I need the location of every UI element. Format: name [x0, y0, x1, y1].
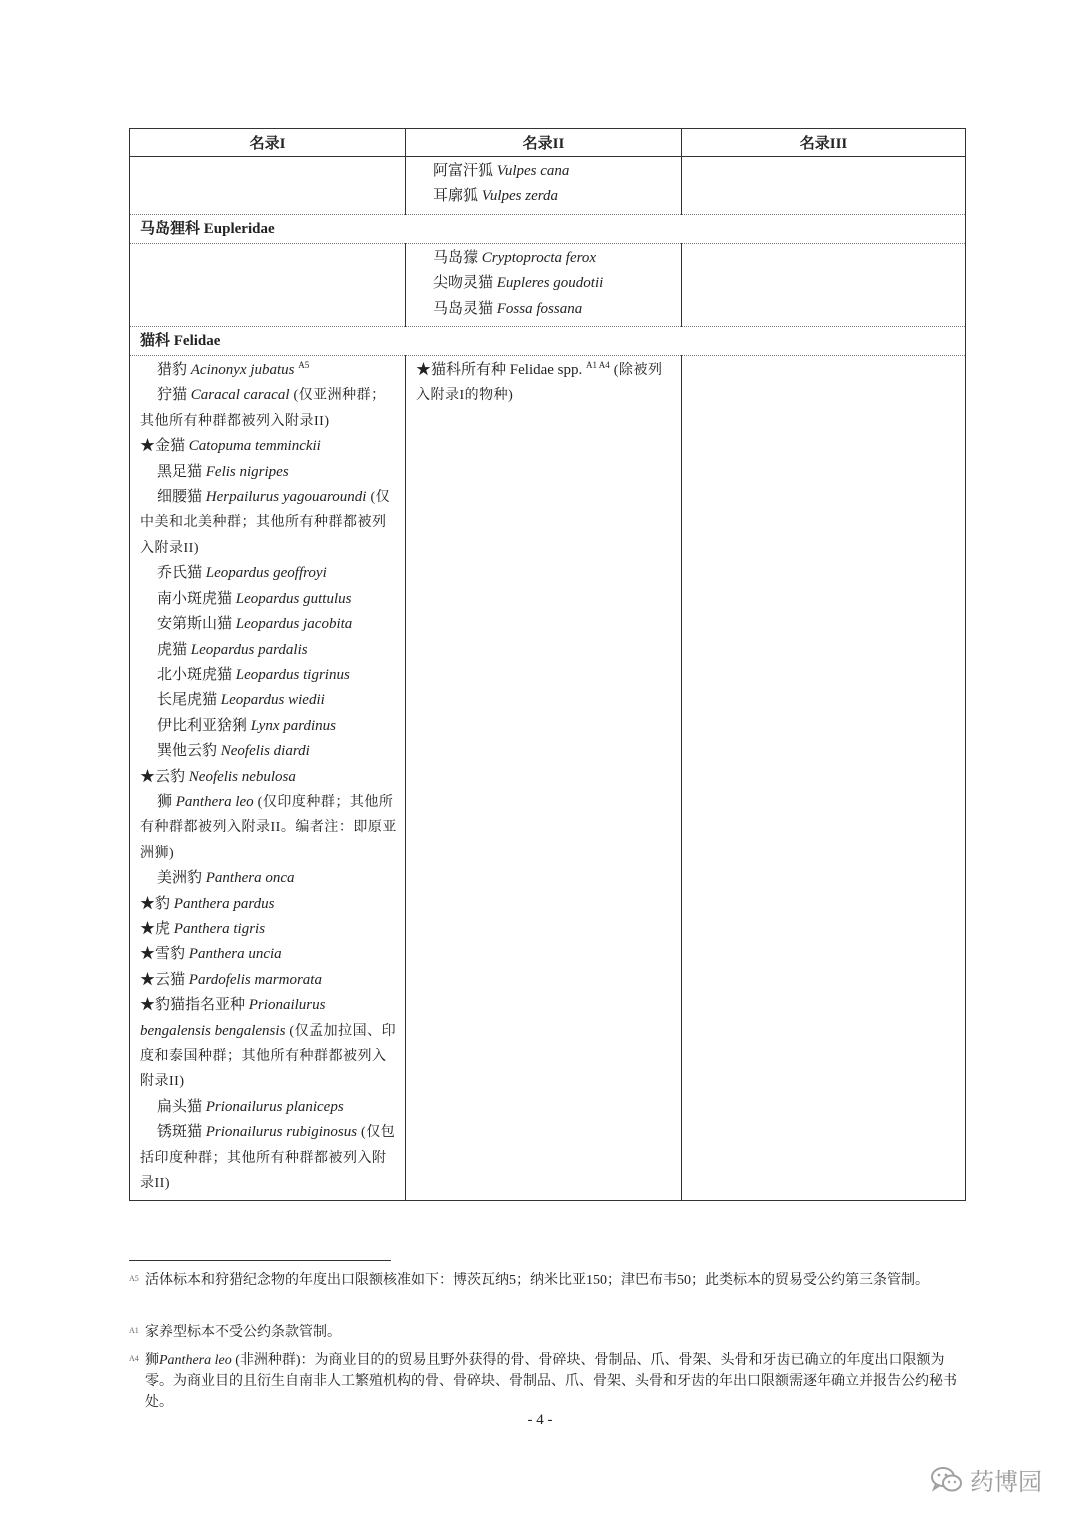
species-cn-name: 扁头猫 — [157, 1098, 206, 1115]
footnote — [129, 1270, 959, 1291]
wechat-icon — [930, 1465, 964, 1495]
species-cn-name: 云猫 — [155, 971, 189, 988]
species-entry — [140, 638, 399, 663]
species-entry — [416, 246, 675, 271]
species-entry — [416, 358, 675, 409]
footnote-text: 活体标本和狩猎纪念物的年度出口限额核准如下：博茨瓦纳5；纳米比亚150；津巴布韦50；此类标本的贸易受公约第三条管制。 — [145, 1273, 929, 1288]
family-cn-name: 猫科 — [140, 333, 174, 350]
watermark-text: 药博园 — [970, 1468, 1042, 1496]
species-sci-name: Vulpes zerda — [481, 188, 559, 205]
species-entry — [140, 688, 399, 713]
species-cn-name: 猫科所有种 — [431, 362, 510, 379]
species-cn-name: 马岛獴 — [433, 249, 482, 266]
species-sci-name: Neofelis nebulosa — [188, 768, 296, 785]
appendix-table — [129, 128, 966, 1201]
species-sci-name: Caracal caracal — [190, 387, 290, 404]
species-cn-name: 虎 — [155, 920, 174, 937]
family-heading-eupleridae — [130, 214, 966, 243]
species-sci-name: Panthera leo — [175, 793, 254, 810]
species-cn-name: 云豹 — [155, 768, 189, 785]
footnote-mark: A4 — [129, 1354, 139, 1363]
species-cn-name: 虎猫 — [157, 641, 191, 658]
table-row — [130, 157, 966, 215]
species-entry — [140, 866, 399, 891]
species-sci-name: Vulpes cana — [496, 163, 570, 179]
species-sci-name: Cryptoprocta ferox — [481, 249, 597, 266]
species-cn-name: 美洲豹 — [157, 870, 206, 887]
species-sci-name: Catopuma temminckii — [188, 438, 321, 455]
species-sci-name: Fossa fossana — [496, 300, 583, 317]
species-sci-name: Prionailurus bengalensis bengalensis — [140, 997, 326, 1039]
species-cn-name: 乔氏猫 — [157, 565, 206, 582]
species-sci-name: Leopardus pardalis — [190, 641, 308, 658]
family-sci-name: Eupleridae — [203, 220, 275, 237]
star-icon: ★ — [140, 768, 156, 785]
species-entry — [140, 358, 399, 383]
species-sci-name: Leopardus guttulus — [235, 590, 352, 607]
family-row — [130, 214, 966, 243]
species-cn-name: 雪豹 — [155, 946, 189, 963]
species-sci-name: Neofelis diardi — [220, 743, 310, 760]
species-entry — [140, 612, 399, 637]
annotation-superscript: A5 — [298, 360, 310, 371]
footnote-mark: A5 — [129, 1274, 139, 1283]
species-sci-name: Acinonyx jubatus — [190, 362, 295, 379]
species-entry — [416, 159, 675, 184]
species-cn-name: 南小斑虎猫 — [157, 590, 236, 607]
species-cn-name: 猎豹 — [157, 362, 191, 379]
species-sci-name: Herpailurus yagouaroundi — [205, 489, 367, 506]
species-cn-name: 耳廓狐 — [433, 188, 482, 205]
star-icon: ★ — [140, 920, 156, 937]
species-entry — [140, 434, 399, 459]
header-appendix-1: 名录I — [130, 129, 406, 157]
species-entry — [416, 297, 675, 322]
species-entry — [140, 1120, 399, 1196]
species-cn-name: 金猫 — [155, 438, 189, 455]
species-entry — [416, 184, 675, 209]
footnote-body: (非洲种群)：为商业目的的贸易且野外获得的骨、骨碎块、骨制品、爪、骨架、头骨和牙齿已确立的年度出口限额为零。为商业目的且衍生自南非人工繁殖机构的骨、骨碎块、骨制品、爪、骨架、头骨和牙齿的年出口限额需逐年确立并报告公约秘书处。 — [145, 1353, 957, 1410]
species-cn-name: 伊比利亚猞猁 — [157, 717, 251, 734]
star-icon: ★ — [140, 997, 156, 1014]
cell-appendix-1 — [130, 157, 406, 215]
footnote-divider — [129, 1260, 391, 1261]
footnote-text: 家养型标本不受公约条款管制。 — [145, 1325, 341, 1340]
star-icon: ★ — [140, 971, 156, 988]
species-cn-name: 马岛灵猫 — [433, 300, 497, 317]
species-sci-name: Leopardus jacobita — [235, 616, 353, 633]
species-cn-name: 豹 — [155, 895, 174, 912]
species-sci-name: Panthera onca — [205, 870, 295, 887]
family-cn-name: 马岛狸科 — [140, 220, 204, 237]
species-sci-name: Eupleres goudotii — [496, 275, 604, 292]
star-icon: ★ — [140, 895, 156, 912]
family-heading-felidae — [130, 327, 966, 356]
species-entry — [140, 587, 399, 612]
species-note: (除被列入附录I的物种) — [416, 363, 663, 404]
species-cn-name: 豹猫指名亚种 — [155, 997, 249, 1014]
species-sci-name: Felidae spp. — [509, 362, 583, 379]
species-cn-name: 长尾虎猫 — [157, 692, 221, 709]
cell-appendix-3 — [682, 243, 966, 326]
species-cn-name: 阿富汗狐 — [433, 163, 497, 179]
species-entry — [140, 739, 399, 764]
species-entry — [140, 968, 399, 993]
species-entry — [140, 714, 399, 739]
watermark — [930, 1462, 1042, 1497]
species-entry — [140, 460, 399, 485]
cell-appendix-1 — [130, 356, 406, 1201]
species-cn-name: 黑足猫 — [157, 463, 206, 480]
cell-appendix-2 — [406, 243, 682, 326]
page-number: - 4 - — [527, 1412, 553, 1428]
footnote-mark: A1 — [129, 1326, 139, 1335]
species-note: (仅孟加拉国、印度和泰国种群；其他所有种群都被列入附录II) — [140, 1023, 397, 1090]
star-icon: ★ — [140, 438, 156, 455]
header-appendix-3: 名录III — [682, 129, 966, 157]
species-cn-name: 北小斑虎猫 — [157, 666, 236, 683]
footnote — [129, 1322, 959, 1343]
cell-appendix-3 — [682, 356, 966, 1201]
star-icon: ★ — [140, 946, 156, 963]
species-entry — [140, 561, 399, 586]
species-entry — [140, 663, 399, 688]
species-note: (仅中美和北美种群；其他所有种群都被列入附录II) — [140, 490, 391, 556]
species-cn-name: 巽他云豹 — [157, 743, 221, 760]
species-sci-name: Felis nigripes — [205, 463, 289, 480]
table-row — [130, 243, 966, 326]
species-entry — [140, 993, 399, 1095]
species-entry — [416, 271, 675, 296]
species-entry — [140, 765, 399, 790]
species-cn-name: 细腰猫 — [157, 489, 206, 506]
species-entry — [140, 383, 399, 434]
species-entry — [140, 1095, 399, 1120]
species-entry — [140, 917, 399, 942]
species-cn-name: 狞猫 — [157, 387, 191, 404]
species-sci-name: Leopardus tigrinus — [235, 666, 350, 683]
species-note: (仅印度种群；其他所有种群都被列入附录II。编者注：即原亚洲狮) — [140, 794, 397, 861]
cell-appendix-3 — [682, 157, 966, 215]
cell-appendix-2 — [406, 356, 682, 1201]
star-icon: ★ — [416, 362, 432, 379]
species-cn-name: 安第斯山猫 — [157, 616, 236, 633]
species-entry — [140, 892, 399, 917]
family-row — [130, 327, 966, 356]
species-cn-name: 狮 — [157, 793, 176, 810]
species-entry — [140, 942, 399, 967]
family-sci-name: Felidae — [173, 333, 221, 350]
footnote — [129, 1350, 959, 1413]
species-entry — [140, 485, 399, 561]
table-row — [130, 356, 966, 1201]
species-sci-name: Leopardus wiedii — [220, 692, 325, 709]
species-cn-name: 尖吻灵猫 — [433, 275, 497, 292]
footnote-prefix: 狮 — [145, 1353, 159, 1368]
species-sci-name: Prionailurus rubiginosus — [205, 1124, 358, 1141]
footnote-sci-name: Panthera leo — [159, 1353, 232, 1368]
species-entry — [140, 790, 399, 866]
header-appendix-2: 名录II — [406, 129, 682, 157]
species-sci-name: Panthera tigris — [173, 920, 266, 937]
species-note: (仅包括印度种群；其他所有种群都被列入附录II) — [140, 1125, 396, 1192]
species-sci-name: Panthera pardus — [173, 895, 275, 912]
species-sci-name: Prionailurus planiceps — [205, 1098, 344, 1115]
species-sci-name: Pardofelis marmorata — [188, 971, 322, 988]
species-cn-name: 锈斑猫 — [157, 1124, 206, 1141]
species-sci-name: Panthera uncia — [188, 946, 282, 963]
header-row — [130, 129, 966, 157]
cell-appendix-1 — [130, 243, 406, 326]
species-note: (仅亚洲种群；其他所有种群都被列入附录II) — [140, 388, 386, 429]
species-sci-name: Leopardus geoffroyi — [205, 565, 327, 582]
annotation-superscript: A1 A4 — [586, 360, 610, 371]
footnote-text — [145, 1350, 959, 1413]
cell-appendix-2 — [406, 157, 682, 215]
species-sci-name: Lynx pardinus — [250, 717, 337, 734]
